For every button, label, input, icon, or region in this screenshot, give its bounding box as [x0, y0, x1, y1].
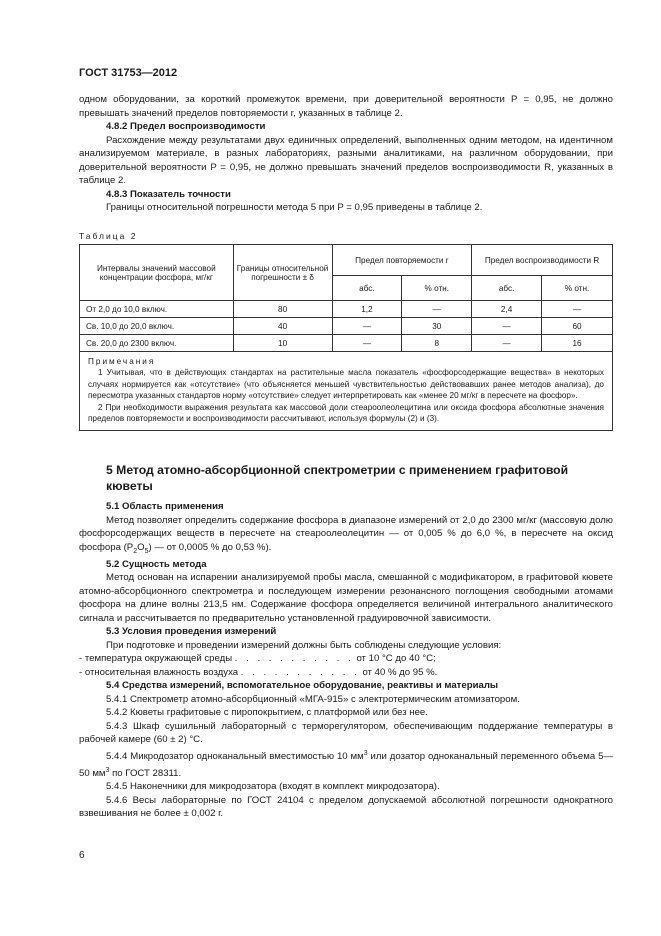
paragraph-5-4-4-text: 5.4.4 Микродозатор одноканальный вместимостью 10 мм [106, 751, 364, 763]
section-5-body [79, 500, 613, 821]
paragraph-5-2: Метод основан на испарении анализируемой пробы масла, смешанной с модификатором, в графитовой кювете атомно-абсорбционного спектрометра и последующем измерении резонансного поглощения свободными атомами фосфора на длине волны 213,5 нм. Содержание фосфора определяется величиной интегрального аналитического сигнала и рассчитывается по предварительно установленной градуировочной зависимости. [79, 572, 613, 624]
paragraph-5-4-1: 5.4.1 Спектрометр атомно-абсорбционный «МГА-915» с электротермическим атомизатором. [106, 693, 520, 705]
cell-interval: Св. 20,0 до 2300 включ. [80, 335, 234, 352]
section-5-title: 5 Метод атомно-абсорбционной спектрометрии с применением графитовой кюветы [106, 463, 569, 493]
heading-5-2: 5.2 Сущность метода [106, 558, 207, 570]
heading-4-8-2: 4.8.2 Предел воспроизводимости [106, 121, 266, 132]
cell-R-rel: — [542, 301, 613, 318]
subheader-rel: % отн. [542, 276, 613, 301]
cell-R-abs: — [472, 335, 542, 352]
note-1: 1 Учитывая, что в действующих стандартах на растительные масла показатель «фосфорсодержащие вещества» в некоторых случаях нормируется как «отсутствие» (что объясняется меньшей чувствительностью действовавших ранее методов анализа), до пересмотра указанных стандартов норму «отсутствие» следует интерпретировать как «менее 20 мг/кг в пересчете на фосфор». [88, 368, 604, 401]
heading-5-3: 5.3 Условия проведения измерений [106, 626, 277, 638]
cell-r-abs: — [332, 335, 402, 352]
dot-leader: . . . . . . . . . . . [234, 653, 354, 665]
paragraph-5-1-end: ) — от 0,0005 % до 0,53 %). [148, 541, 272, 553]
note-2: 2 При необходимости выражения результата как массовой доли стеароолеолецитина или оксида фосфора абсолютные значения пределов повторяемости и воспроизводимости рассчитывают, используя формулы (2) и (3). [88, 402, 604, 424]
table-2 [79, 244, 613, 431]
paragraph-5-3: При подготовке и проведении измерений должны быть соблюдены следующие условия: [106, 639, 502, 651]
condition-humidity [79, 666, 613, 680]
table-row [80, 335, 613, 352]
cell-interval: От 2,0 до 10,0 включ. [80, 301, 234, 318]
condition-value: от 10 °С до 40 °С; [356, 653, 436, 665]
paragraph-5-1 [79, 514, 613, 558]
condition-label: - относительная влажность воздуха [79, 666, 239, 678]
notes-title: Примечания [88, 357, 156, 366]
table-caption: Таблица 2 [79, 231, 138, 241]
cell-R-abs: 2,4 [472, 301, 542, 318]
subscript: 2 [133, 547, 138, 555]
paragraph-4-8-3: Границы относительной погрешности метода 5 при P = 0,95 приведены в таблице 2. [106, 202, 483, 213]
paragraph-5-4-4 [79, 747, 613, 780]
cell-r-abs: 1,2 [332, 301, 402, 318]
header-reproducibility: Предел воспроизводимости R [472, 245, 613, 276]
subscript: 5 [144, 547, 149, 555]
paragraph-top: одном оборудовании, за короткий промежуток времени, при доверительной вероятности P = 0,95, не должно превышать значений пределов повторяемости r, указанных в таблице 2. [79, 94, 613, 119]
condition-value: от 40 % до 95 %. [362, 666, 438, 678]
cell-r-rel: 8 [402, 335, 472, 352]
dot-leader: . . . . . . . . . . . [240, 666, 360, 678]
table-row [80, 318, 613, 335]
heading-4-8-3: 4.8.3 Показатель точности [106, 188, 231, 200]
cell-R-rel: 60 [542, 318, 613, 335]
cell-bounds: 40 [233, 318, 332, 335]
cell-r-rel: — [402, 301, 472, 318]
subheader-abs: абс. [472, 276, 542, 301]
table-notes [80, 352, 613, 431]
document-header: ГОСТ 31753—2012 [79, 67, 178, 79]
paragraph-4-8-2: Расхождение между результатами двух единичных определений, выполненных одним методом, на идентичном анализируемом материале, в разных лабораториях, разными аналитиками, на различном оборудовании, при доверительной вероятности P = 0,95, не должно превышать значений пределов воспроизводимости R, указанных в таблице 2. [79, 134, 613, 186]
table-row [80, 301, 613, 318]
cell-R-abs: — [472, 318, 542, 335]
superscript: 3 [105, 766, 110, 774]
cell-R-rel: 16 [542, 335, 613, 352]
superscript: 3 [363, 749, 368, 757]
cell-r-abs: — [332, 318, 402, 335]
header-interval: Интервалы значений массовой концентрации фосфора, мг/кг [80, 245, 234, 301]
paragraph-5-4-5: 5.4.5 Наконечники для микродозатора (входят в комплект микродозатора). [106, 781, 440, 793]
cell-interval: Св. 10,0 до 20,0 включ. [80, 318, 234, 335]
paragraph-5-1-text: Метод позволяет определить содержание фосфора в диапазоне измерений от 2,0 до 2300 мг/кг (массовую долю фосфорсодержащих веществ в пересчете на стеароолеолецитин — от 0,005 % до 6,0 %, в пересчете на оксид фосфора (P [79, 514, 613, 553]
condition-label: - температура окружающей среды [79, 653, 233, 665]
header-repeatability: Предел повторяемости r [332, 245, 472, 276]
formula-part: O [137, 541, 145, 553]
condition-temperature [79, 652, 613, 666]
cell-r-rel: 30 [402, 318, 472, 335]
heading-5-4: 5.4 Средства измерений, вспомогательное оборудование, реактивы и материалы [106, 680, 499, 692]
paragraph-5-4-6: 5.4.6 Весы лабораторные по ГОСТ 24104 с пределом допускаемой абсолютной погрешности однократного взвешивания не более ± 0,002 г. [79, 794, 613, 820]
heading-5-1: 5.1 Область применения [106, 501, 224, 512]
subheader-rel: % отн. [402, 276, 472, 301]
paragraph-5-4-4-mid: или дозатор одноканальный переменного объема 5—50 мм [79, 751, 613, 779]
paragraph-5-4-3: 5.4.3 Шкаф сушильный лабораторный с терморегулятором, обеспечивающим поддержание температуры в рабочей камере (60 ± 2) °С. [79, 720, 613, 746]
intro-block [79, 93, 613, 215]
paragraph-5-4-2: 5.4.2 Кюветы графитовые с пиропокрытием, с платформой или без нее. [106, 707, 428, 719]
cell-bounds: 10 [233, 335, 332, 352]
subheader-abs: абс. [332, 276, 402, 301]
cell-bounds: 80 [233, 301, 332, 318]
header-bounds: Границы относительной погрешности ± δ [233, 245, 332, 301]
paragraph-5-4-4-end: по ГОСТ 28311. [109, 767, 182, 779]
page-number: 6 [79, 850, 85, 861]
